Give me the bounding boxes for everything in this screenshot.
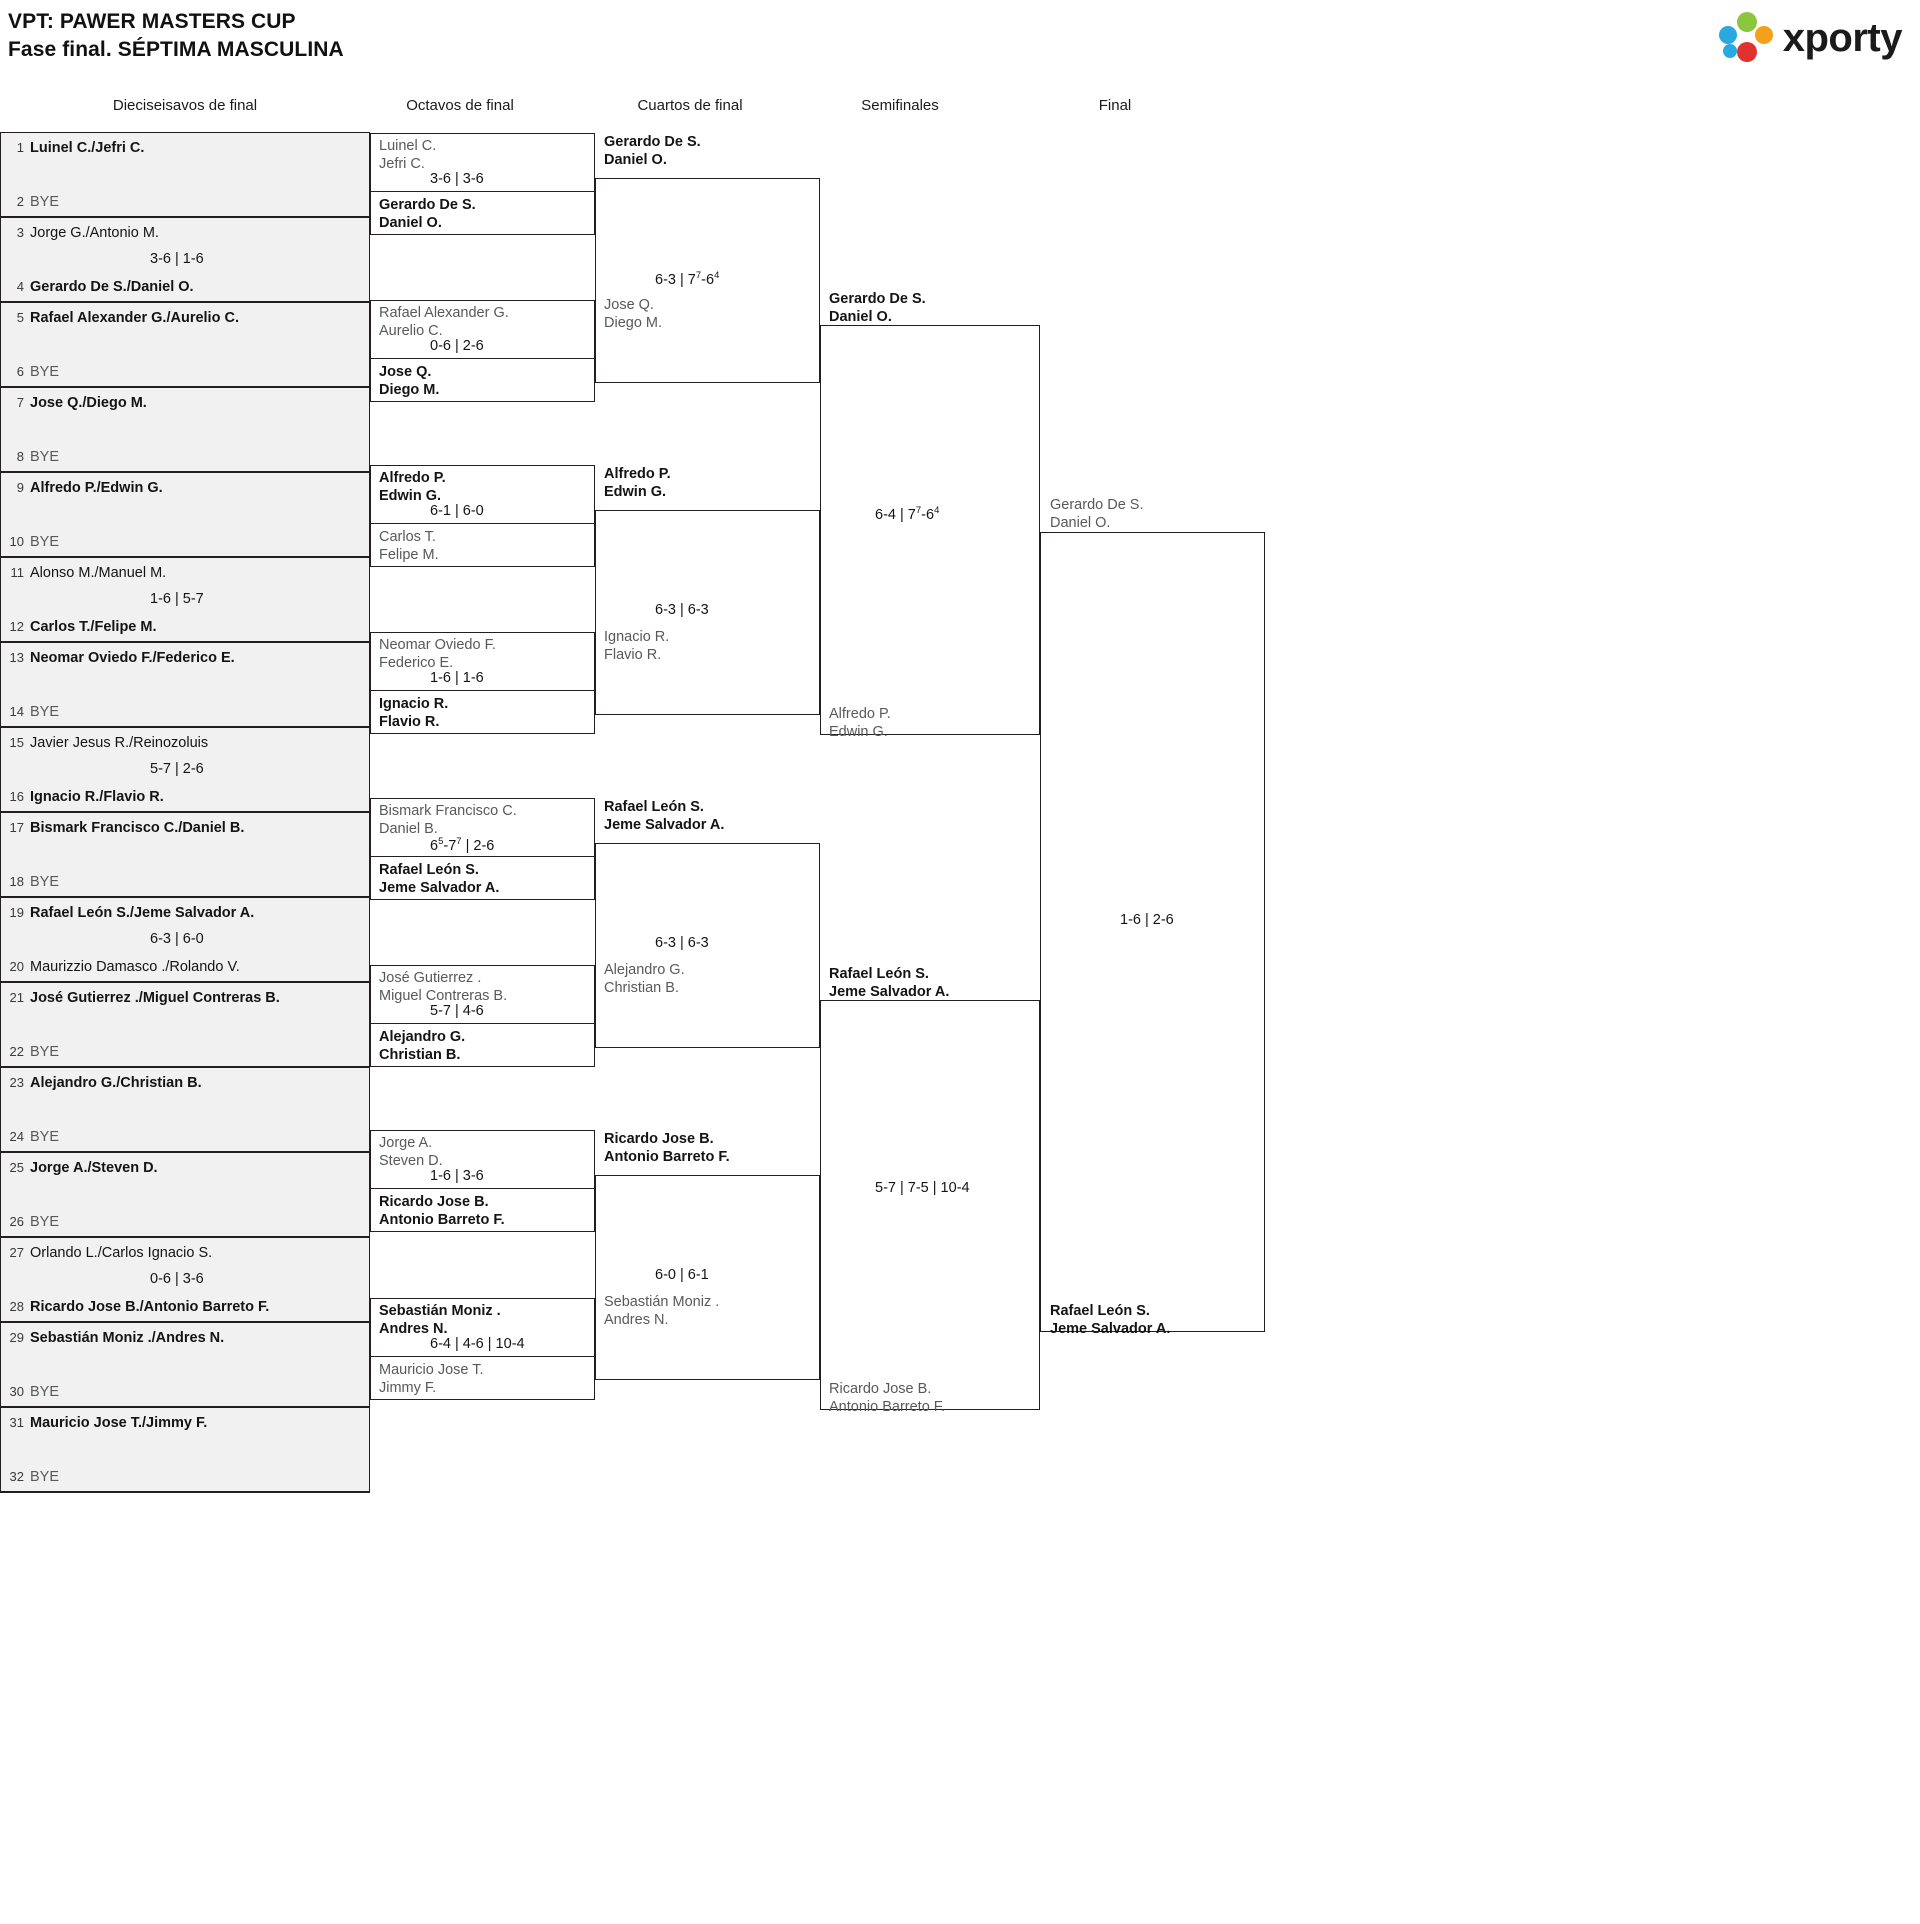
qf-score: 6-3 | 6-3 [655,935,709,951]
row-divider [370,690,595,691]
qf-player-bottom: Ignacio R. Flavio R. [604,629,670,664]
seed-number: 29 [9,1330,24,1345]
seed-number: 3 [16,225,24,240]
r16-score: 3-6 | 1-6 [150,251,204,267]
final-player-top: Gerardo De S. Daniel O. [1050,497,1144,532]
r8-score: 0-6 | 2-6 [430,338,484,354]
r16-player: BYE [30,1044,60,1060]
sf-score: 5-7 | 7-5 | 10-4 [875,1180,970,1196]
r16-player: Luinel C./Jefri C. [30,140,145,156]
seed-number: 17 [9,820,24,835]
seed-number: 28 [9,1299,24,1314]
seed-number: 14 [9,704,24,719]
row-divider [370,523,595,524]
r16-player: Jorge A./Steven D. [30,1160,158,1176]
final-player-bottom: Rafael León S. Jeme Salvador A. [1050,1303,1171,1338]
r16-player: BYE [30,704,60,720]
r8-player-top: Alfredo P. Edwin G. [379,470,446,505]
seed-number: 16 [9,789,24,804]
r8-score: 3-6 | 3-6 [430,171,484,187]
xporty-logo [1719,12,1902,64]
seed-number: 8 [16,449,24,464]
r8-player-bottom: Ignacio R. Flavio R. [379,696,449,731]
round-header-r16: Dieciseisavos de final [112,97,258,114]
r8-player-bottom: Ricardo Jose B. Antonio Barreto F. [379,1194,505,1229]
row-divider [370,1188,595,1189]
r16-player: Ricardo Jose B./Antonio Barreto F. [30,1299,270,1315]
row-divider [370,856,595,857]
seed-number: 22 [9,1044,24,1059]
seed-number: 30 [9,1384,24,1399]
seed-number: 27 [9,1245,24,1260]
r8-player-bottom: Carlos T. Felipe M. [379,529,439,564]
r16-player: BYE [30,874,60,890]
seed-number: 26 [9,1214,24,1229]
r16-player: Alejandro G./Christian B. [30,1075,202,1091]
r16-player: BYE [30,1129,60,1145]
tournament-title: VPT: PAWER MASTERS CUP [8,10,296,33]
seed-number: 31 [9,1415,24,1430]
row-divider [0,1492,370,1493]
r16-player: Gerardo De S./Daniel O. [30,279,194,295]
seed-number: 23 [9,1075,24,1090]
seed-number: 32 [9,1469,24,1484]
seed-number: 20 [9,959,24,974]
row-divider [370,191,595,192]
r8-player-bottom: Alejandro G. Christian B. [379,1029,466,1064]
sf-player-top: Gerardo De S. Daniel O. [829,291,926,326]
r8-score: 1-6 | 1-6 [430,670,484,686]
r8-player-bottom: Jose Q. Diego M. [379,364,440,399]
qf-player-top: Alfredo P. Edwin G. [604,466,671,501]
seed-number: 5 [16,310,24,325]
qf-player-bottom: Sebastián Moniz . Andres N. [604,1294,720,1329]
r16-player: Ignacio R./Flavio R. [30,789,164,805]
r16-player: BYE [30,1469,60,1485]
sf-match-box[interactable] [820,1000,1040,1410]
r16-player: Javier Jesus R./Reinozoluis [30,735,209,751]
qf-score: 6-0 | 6-1 [655,1267,709,1283]
page-title [8,8,344,63]
seed-number: 13 [9,650,24,665]
seed-number: 11 [10,565,24,580]
r16-score: 6-3 | 6-0 [150,931,204,947]
qf-player-bottom: Alejandro G. Christian B. [604,962,685,997]
r8-player-top: Luinel C. Jefri C. [379,138,437,173]
logo-dots-icon [1719,12,1775,64]
r16-player: Sebastián Moniz ./Andres N. [30,1330,225,1346]
r16-player: BYE [30,1384,60,1400]
qf-player-top: Rafael León S. Jeme Salvador A. [604,799,725,834]
r8-player-bottom: Mauricio Jose T. Jimmy F. [379,1362,484,1397]
round-header-r8: Octavos de final [406,97,514,114]
r8-player-top: Neomar Oviedo F. Federico E. [379,637,496,672]
seed-number: 6 [16,364,24,379]
row-divider [370,1356,595,1357]
r16-player: Neomar Oviedo F./Federico E. [30,650,235,666]
r16-player: Rafael León S./Jeme Salvador A. [30,905,255,921]
r16-score: 1-6 | 5-7 [150,591,204,607]
qf-score: 6-3 | $7^7-6^4$ [655,270,720,288]
final-match-box[interactable] [1040,532,1265,1332]
r8-player-bottom: Rafael León S. Jeme Salvador A. [379,862,500,897]
seed-number: 1 [16,140,24,155]
r8-player-bottom: Gerardo De S. Daniel O. [379,197,476,232]
r16-player: Alfredo P./Edwin G. [30,480,163,496]
seed-number: 12 [9,619,24,634]
r16-player: Orlando L./Carlos Ignacio S. [30,1245,213,1261]
r8-player-top: Rafael Alexander G. Aurelio C. [379,305,509,340]
r16-player: Bismark Francisco C./Daniel B. [30,820,245,836]
r16-player: BYE [30,364,60,380]
seed-number: 21 [9,990,24,1005]
r16-player: BYE [30,449,60,465]
r8-score: 5-7 | 4-6 [430,1003,484,1019]
r8-score: 6-4 | 4-6 | 10-4 [430,1336,525,1352]
seed-number: 15 [9,735,24,750]
seed-number: 10 [9,534,24,549]
r16-player: Jorge G./Antonio M. [30,225,159,241]
r8-player-top: Bismark Francisco C. Daniel B. [379,803,517,838]
tournament-subtitle: Fase final. SÉPTIMA MASCULINA [8,37,344,61]
r16-player: José Gutierrez ./Miguel Contreras B. [30,990,280,1006]
qf-score: 6-3 | 6-3 [655,602,709,618]
row-divider [370,1023,595,1024]
r8-score: 6-1 | 6-0 [430,503,484,519]
r8-score: 1-6 | 3-6 [430,1168,484,1184]
seed-number: 25 [9,1160,24,1175]
r16-player: Carlos T./Felipe M. [30,619,157,635]
sf-player-bottom: Alfredo P. Edwin G. [829,706,891,741]
logo-wordmark: xporty [1782,15,1902,60]
sf-player-top: Rafael León S. Jeme Salvador A. [829,966,950,1001]
sf-match-box[interactable] [820,325,1040,735]
row-divider [370,358,595,359]
qf-player-bottom: Jose Q. Diego M. [604,297,663,332]
seed-number: 9 [16,480,24,495]
seed-number: 4 [16,279,24,294]
round-header-qf: Cuartos de final [637,97,743,114]
final-score: 1-6 | 2-6 [1120,912,1174,928]
r8-player-top: José Gutierrez . Miguel Contreras B. [379,970,508,1005]
seed-number: 24 [9,1129,24,1144]
round-header-final: Final [1098,97,1132,114]
r16-player: Alonso M./Manuel M. [30,565,167,581]
seed-number: 18 [9,874,24,889]
qf-player-top: Gerardo De S. Daniel O. [604,134,701,169]
seed-number: 2 [16,194,24,209]
r16-player: Maurizzio Damasco ./Rolando V. [30,959,240,975]
r8-score: $6^5-7^7$ | 2-6 [430,836,495,854]
r16-player: BYE [30,1214,60,1230]
qf-player-top: Ricardo Jose B. Antonio Barreto F. [604,1131,730,1166]
r16-player: Mauricio Jose T./Jimmy F. [30,1415,208,1431]
r16-player: BYE [30,194,60,210]
seed-number: 7 [16,395,24,410]
r16-player: BYE [30,534,60,550]
r16-score: 5-7 | 2-6 [150,761,204,777]
r8-player-top: Jorge A. Steven D. [379,1135,443,1170]
sf-score: 6-4 | $7^7-6^4$ [875,505,940,523]
r16-player: Rafael Alexander G./Aurelio C. [30,310,239,326]
r16-score: 0-6 | 3-6 [150,1271,204,1287]
r8-player-top: Sebastián Moniz . Andres N. [379,1303,501,1338]
seed-number: 19 [9,905,24,920]
r16-player: Jose Q./Diego M. [30,395,147,411]
round-header-sf: Semifinales [861,97,939,114]
sf-player-bottom: Ricardo Jose B. Antonio Barreto F. [829,1381,946,1416]
